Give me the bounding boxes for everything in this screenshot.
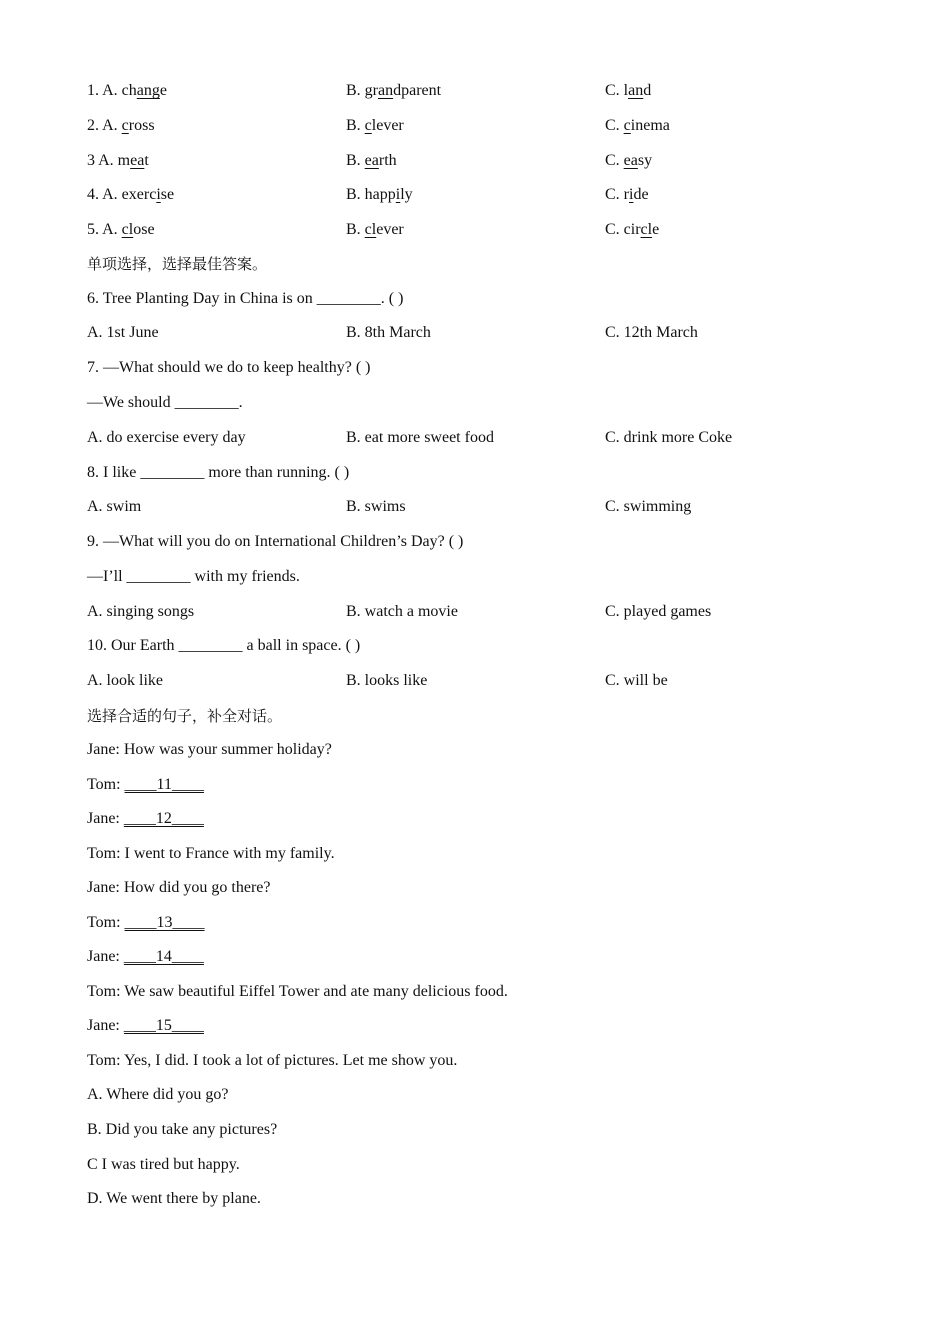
option-a: A. 1st June — [87, 324, 159, 341]
phonics-row-1 — [87, 80, 887, 102]
choice-a: A. Where did you go? — [87, 1086, 229, 1103]
question-9-response: —I’ll ________ with my friends. — [87, 568, 300, 585]
question-9-options — [87, 601, 887, 623]
dialogue-line: Tom: I went to France with my family. — [87, 845, 335, 862]
question-10: 10. Our Earth ________ a ball in space. ( ) — [87, 637, 361, 654]
option-b: B. clever — [346, 221, 404, 238]
option-c: C. swimming — [605, 498, 692, 515]
dialogue-line: Jane: ____14____ — [87, 948, 204, 965]
phonics-row-3 — [87, 150, 887, 172]
option-a: A. look like — [87, 672, 163, 689]
option-b: B. eat more sweet food — [346, 429, 494, 446]
question-7: 7. —What should we do to keep healthy? ( ) — [87, 359, 371, 376]
option-c: C. drink more Coke — [605, 429, 733, 446]
option-a: 5. A. close — [87, 221, 155, 238]
question-10-options — [87, 670, 887, 692]
phonics-row-5 — [87, 219, 887, 241]
question-7-response: —We should ________. — [87, 394, 243, 411]
option-b: B. grandparent — [346, 82, 442, 99]
question-6-options — [87, 322, 887, 344]
answer-blank-11: ____11____ — [124, 776, 204, 793]
question-6: 6. Tree Planting Day in China is on ________. ( ) — [87, 290, 404, 307]
dialogue-line: Jane: ____15____ — [87, 1017, 204, 1034]
option-c: C. 12th March — [605, 324, 698, 341]
option-b: B. earth — [346, 152, 397, 169]
dialogue-line: Jane: How did you go there? — [87, 879, 271, 896]
option-c: C. will be — [605, 672, 668, 689]
option-a: A. singing songs — [87, 603, 195, 620]
choice-c: C I was tired but happy. — [87, 1156, 240, 1173]
question-7-options — [87, 427, 887, 449]
dialogue-line: Jane: ____12____ — [87, 810, 204, 827]
question-8-options — [87, 496, 887, 518]
dialogue-line: Tom: We saw beautiful Eiffel Tower and ate many delicious food. — [87, 983, 508, 1000]
answer-blank-12: ____12____ — [123, 810, 204, 827]
phonics-row-2 — [87, 115, 887, 137]
choice-d: D. We went there by plane. — [87, 1190, 261, 1207]
option-b: B. clever — [346, 117, 404, 134]
option-b: B. happily — [346, 186, 413, 203]
option-c: C. land — [605, 82, 652, 99]
phonics-row-4 — [87, 184, 887, 206]
dialogue-line: Tom: Yes, I did. I took a lot of pictures. Let me show you. — [87, 1052, 458, 1069]
option-c: C. played games — [605, 603, 712, 620]
dialogue-line: Tom: ____11____ — [87, 776, 204, 793]
dialogue-line: Tom: ____13____ — [87, 914, 205, 931]
option-b: B. 8th March — [346, 324, 431, 341]
answer-blank-15: ____15____ — [123, 1017, 204, 1034]
answer-blank-13: ____13____ — [124, 914, 205, 931]
option-a: A. do exercise every day — [87, 429, 246, 446]
option-a: 1. A. change — [87, 82, 167, 99]
section-title-dialogue: 选择合适的句子，补全对话。 — [87, 707, 283, 725]
option-b: B. looks like — [346, 672, 428, 689]
question-9: 9. —What will you do on International Children’s Day? ( ) — [87, 533, 464, 550]
option-a: 4. A. exercise — [87, 186, 175, 203]
option-c: C. easy — [605, 152, 653, 169]
section-title-single-choice: 单项选择，选择最佳答案。 — [87, 255, 268, 273]
choice-b: B. Did you take any pictures? — [87, 1121, 278, 1138]
dialogue-line: Jane: How was your summer holiday? — [87, 741, 332, 758]
option-c: C. cinema — [605, 117, 670, 134]
option-a: A. swim — [87, 498, 142, 515]
option-a: 3 A. meat — [87, 152, 149, 169]
option-c: C. circle — [605, 221, 660, 238]
option-b: B. watch a movie — [346, 603, 458, 620]
option-b: B. swims — [346, 498, 406, 515]
option-c: C. ride — [605, 186, 649, 203]
answer-blank-14: ____14____ — [123, 948, 204, 965]
option-a: 2. A. cross — [87, 117, 155, 134]
question-8: 8. I like ________ more than running. ( ) — [87, 464, 350, 481]
